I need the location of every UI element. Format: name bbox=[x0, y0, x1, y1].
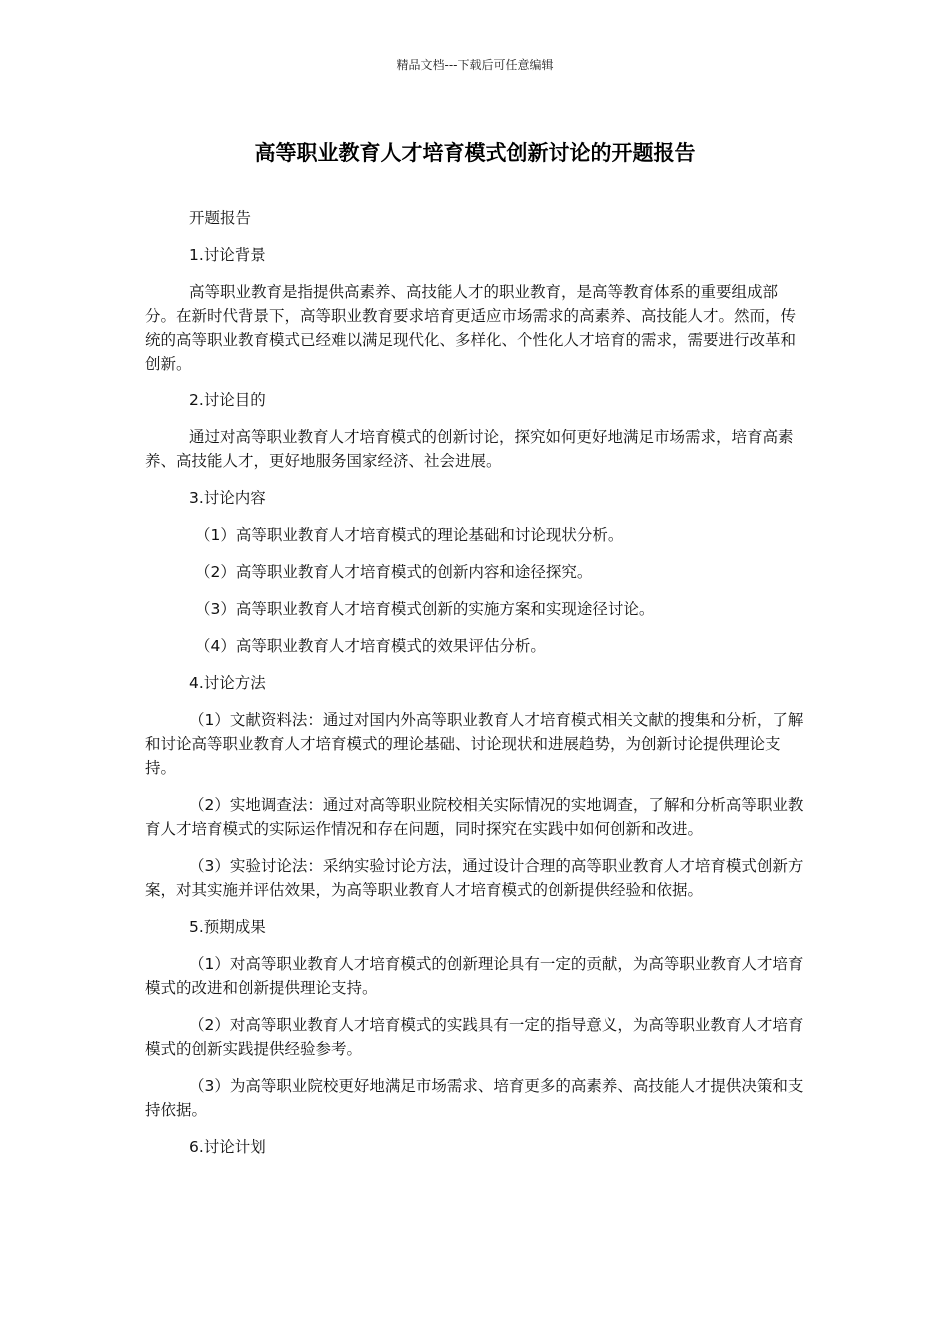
paragraph-method-literature: （1）文献资料法：通过对国内外高等职业教育人才培育模式相关文献的搜集和分析，了解和讨论高等职业教育人才培育模式的理论基础、讨论现状和进展趋势，为创新讨论提供理论支持。 bbox=[145, 711, 804, 777]
section-heading-expected-results: 5.预期成果 bbox=[189, 918, 266, 936]
page-header: 精品文档---下载后可任意编辑 bbox=[396, 58, 554, 72]
paragraph-method-field-survey: （2）实地调查法：通过对高等职业院校相关实际情况的实地调查，了解和分析高等职业教育人才培育模式的实际运作情况和存在问题，同时探究在实践中如何创新和改进。 bbox=[145, 796, 804, 838]
document-title: 高等职业教育人才培育模式创新讨论的开题报告 bbox=[254, 141, 696, 165]
paragraph-result-practice: （2）对高等职业教育人才培育模式的实践具有一定的指导意义，为高等职业教育人才培育模式的创新实践提供经验参考。 bbox=[145, 1016, 804, 1058]
paragraph-purpose: 通过对高等职业教育人才培育模式的创新讨论，探究如何更好地满足市场需求，培育高素养、高技能人才，更好地服务国家经济、社会进展。 bbox=[145, 428, 794, 470]
section-heading-methods: 4.讨论方法 bbox=[189, 674, 266, 692]
section-heading-background: 1.讨论背景 bbox=[189, 246, 266, 264]
content-item-2: （2）高等职业教育人才培育模式的创新内容和途径探究。 bbox=[195, 563, 593, 581]
paragraph-result-decision: （3）为高等职业院校更好地满足市场需求、培育更多的高素养、高技能人才提供决策和支持依据。 bbox=[145, 1077, 804, 1119]
content-item-3: （3）高等职业教育人才培育模式创新的实施方案和实现途径讨论。 bbox=[195, 600, 655, 618]
section-heading-content: 3.讨论内容 bbox=[189, 489, 266, 507]
intro-heading: 开题报告 bbox=[189, 209, 252, 227]
paragraph-method-experiment: （3）实验讨论法：采纳实验讨论方法，通过设计合理的高等职业教育人才培育模式创新方案，对其实施并评估效果，为高等职业教育人才培育模式的创新提供经验和依据。 bbox=[145, 857, 804, 899]
content-item-1: （1）高等职业教育人才培育模式的理论基础和讨论现状分析。 bbox=[195, 526, 624, 544]
section-heading-purpose: 2.讨论目的 bbox=[189, 391, 266, 409]
content-item-4: （4）高等职业教育人才培育模式的效果评估分析。 bbox=[195, 637, 546, 655]
paragraph-result-theory: （1）对高等职业教育人才培育模式的创新理论具有一定的贡献，为高等职业教育人才培育模式的改进和创新提供理论支持。 bbox=[145, 955, 804, 997]
document-body bbox=[145, 206, 805, 1172]
paragraph-background: 高等职业教育是指提供高素养、高技能人才的职业教育，是高等教育体系的重要组成部分。在新时代背景下，高等职业教育要求培育更适应市场需求的高素养、高技能人才。然而，传统的高等职业教育模式已经难以满足现代化、多样化、个性化人才培育的需求，需要进行改革和创新。 bbox=[145, 283, 797, 373]
section-heading-plan: 6.讨论计划 bbox=[189, 1138, 266, 1156]
